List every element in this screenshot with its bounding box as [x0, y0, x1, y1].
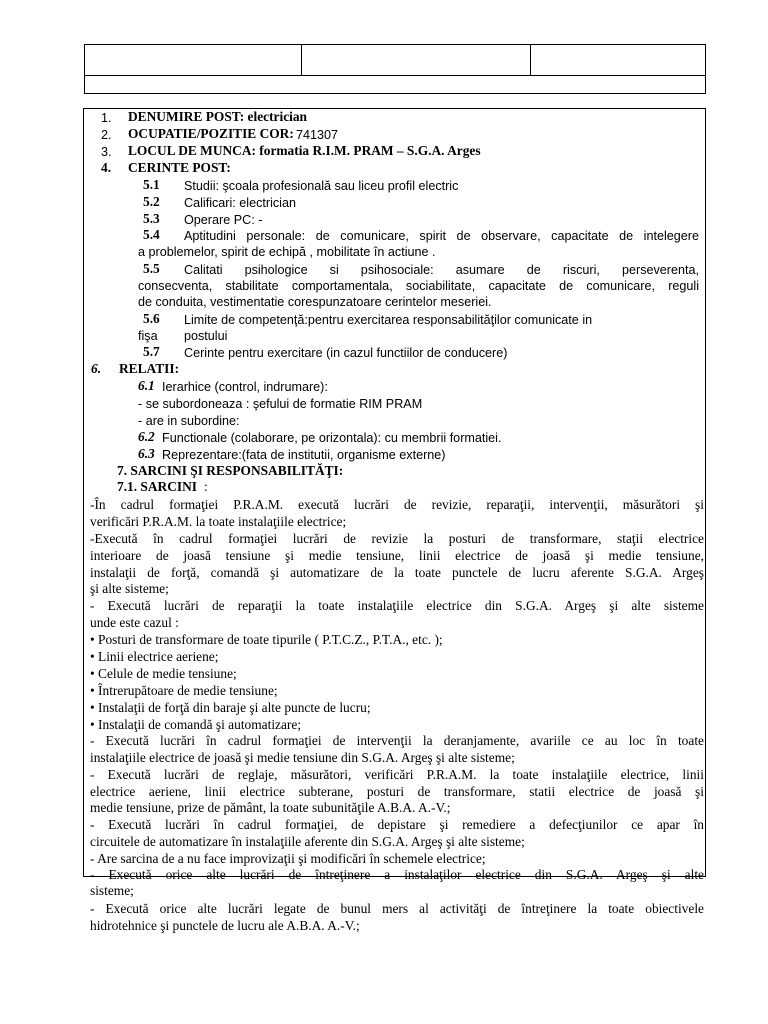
- task-line: - Execută lucrări în cadrul formaţiei de intervenţii la deranjamente, avariile ce au loc în toate: [90, 733, 704, 748]
- task-line: - Execută orice alte lucrări legate de bunul mers al activităţi de întreţinere la toate obiectivele: [90, 901, 704, 916]
- task-line: electrice aeriene, linii electrice subterane, posturi de transformare, statii electrice de joasă şi: [90, 784, 704, 799]
- req-psychological-cont: de conduita, vestimentatie corespunzatoare cerintelor meseriei.: [138, 295, 492, 309]
- relation-number: 6.2: [138, 429, 155, 444]
- task-line: - Execută lucrări în cadrul formaţiei, de depistare şi remediere a defecţiunilor ce apar în: [90, 817, 704, 832]
- tasks-colon: :: [204, 479, 208, 494]
- list-item: • Instalaţii de comandă şi automatizare;: [90, 717, 302, 732]
- task-line: circuitele de automatizare în instalaţiile aferente din S.G.A. Argeş şi alte sisteme;: [90, 834, 525, 849]
- task-line: interioare de joasă tensiune şi medie tensiune, linii electrice de joasă şi medie tensiune,: [90, 548, 704, 563]
- req-pc: Operare PC: -: [184, 213, 263, 227]
- task-line: - Are sarcina de a nu face improvizaţii şi modificări în schemele electrice;: [90, 851, 486, 866]
- task-line: instalaţii de forţă, comandă şi automatizare de la toate punctele de lucru aferente S.G.A. Argeş: [90, 565, 704, 580]
- task-line: - Execută lucrări de reglaje, măsurători, verificări P.R.A.M. la toate instalaţiile electrice, linii: [90, 767, 704, 782]
- req-qualification: Calificari: electrician: [184, 196, 296, 210]
- relations-heading: RELATII:: [119, 361, 180, 376]
- relation-representation: Reprezentare:(fata de institutii, organisme externe): [162, 448, 446, 462]
- req-psychological-cont: consecventa, stabilitate comportamentala, sociabilitate, capacitate de comunicare, reguli: [138, 279, 699, 293]
- list-item: • Linii electrice aeriene;: [90, 649, 219, 664]
- header-cell-2: [302, 45, 531, 76]
- relation-subordinate-to: - se subordoneaza : şefului de formatie RIM PRAM: [138, 397, 423, 411]
- list-item: • Posturi de transformare de toate tipurile ( P.T.C.Z., P.T.A., etc. );: [90, 632, 443, 647]
- workplace: LOCUL DE MUNCA: formatia R.I.M. PRAM – S.G.A. Arges: [128, 143, 481, 158]
- req-number: 5.3: [143, 211, 160, 226]
- req-number: 5.5: [143, 261, 160, 276]
- relation-hierarchical: Ierarhice (control, indrumare):: [162, 380, 328, 394]
- occupation-code: 741307: [296, 128, 339, 142]
- req-psychological: Calitati psihologice si psihosociale: asumare de riscuri, perseverenta,: [184, 263, 699, 277]
- relation-number: 6.1: [138, 378, 155, 393]
- req-aptitudes: Aptitudini personale: de comunicare, spirit de observare, capacitate de intelegere: [184, 229, 699, 243]
- requirements-heading: CERINTE POST:: [128, 160, 231, 175]
- req-number: 5.6: [143, 311, 160, 326]
- tasks-heading: 7. SARCINI ŞI RESPONSABILITĂŢI:: [117, 463, 344, 478]
- relation-subordinates: - are in subordine:: [138, 414, 240, 428]
- task-line: unde este cazul :: [90, 615, 179, 630]
- header-row: [85, 45, 705, 76]
- req-competence: Limite de competenţă:pentru exercitarea responsabilităţilor comunicate in: [184, 313, 593, 327]
- task-line: instalaţiile electrice de joasă şi medie tensiune din S.G.A. Argeş şi alte sisteme;: [90, 750, 515, 765]
- section-number: 6.: [91, 361, 102, 376]
- task-line: -În cadrul formaţiei P.R.A.M. execută lucrări de revizie, reparaţii, intervenţii, măsurători şi: [90, 497, 704, 512]
- header-cell-1: [85, 45, 302, 76]
- req-number: 5.1: [143, 177, 160, 192]
- task-line: sisteme;: [90, 883, 134, 898]
- req-leadership: Cerinte pentru exercitare (in cazul functiilor de conducere): [184, 346, 508, 360]
- item-number: 3.: [101, 145, 112, 159]
- job-title: DENUMIRE POST: electrician: [128, 109, 308, 124]
- item-number: 4.: [101, 160, 112, 175]
- req-number: 5.2: [143, 194, 160, 209]
- task-line: - Execută orice alte lucrări de întreţinere a instalaţilor electrice din S.G.A. Argeş şi alte: [90, 867, 704, 882]
- occupation-label: OCUPATIE/POZITIE COR:: [128, 126, 294, 141]
- req-aptitudes-cont: a problemelor, spirit de echipă , mobilitate în actiune .: [138, 245, 436, 259]
- req-number: 5.7: [143, 344, 160, 359]
- list-item: • Instalaţii de forţă din baraje şi alte puncte de lucru;: [90, 700, 371, 715]
- relation-number: 6.3: [138, 446, 155, 461]
- list-item: • Celule de medie tensiune;: [90, 666, 237, 681]
- item-number: 2.: [101, 128, 112, 142]
- task-line: medie tensiune, prize de pământ, la toate subunităţile A.B.A. A.-V.;: [90, 800, 451, 815]
- tasks-subheading: 7.1. SARCINI: [117, 479, 197, 494]
- header-table: [84, 44, 706, 94]
- item-number: 1.: [101, 111, 112, 125]
- req-competence-cont: postului: [184, 329, 228, 343]
- req-competence-cont: fişa: [138, 329, 158, 343]
- list-item: • Întrerupătoare de medie tensiune;: [90, 683, 278, 698]
- task-line: - Execută lucrări de reparaţii la toate instalaţiile electrice din S.G.A. Argeş şi alte sisteme: [90, 598, 704, 613]
- req-number: 5.4: [143, 227, 160, 242]
- task-line: şi alte sisteme;: [90, 581, 169, 596]
- task-line: hidrotehnice şi punctele de lucru ale A.B.A. A.-V.;: [90, 918, 360, 933]
- task-line: verificări P.R.A.M. la toate instalaţiile electrice;: [90, 514, 347, 529]
- header-cell-3: [531, 45, 706, 76]
- req-studies: Studii: şcoala profesională sau liceu profil electric: [184, 179, 459, 193]
- relation-functional: Functionale (colaborare, pe orizontala): cu membrii formatiei.: [162, 431, 502, 445]
- task-line: -Execută în cadrul formaţiei lucrări de revizie la posturi de transformare, staţii electrice: [90, 531, 704, 546]
